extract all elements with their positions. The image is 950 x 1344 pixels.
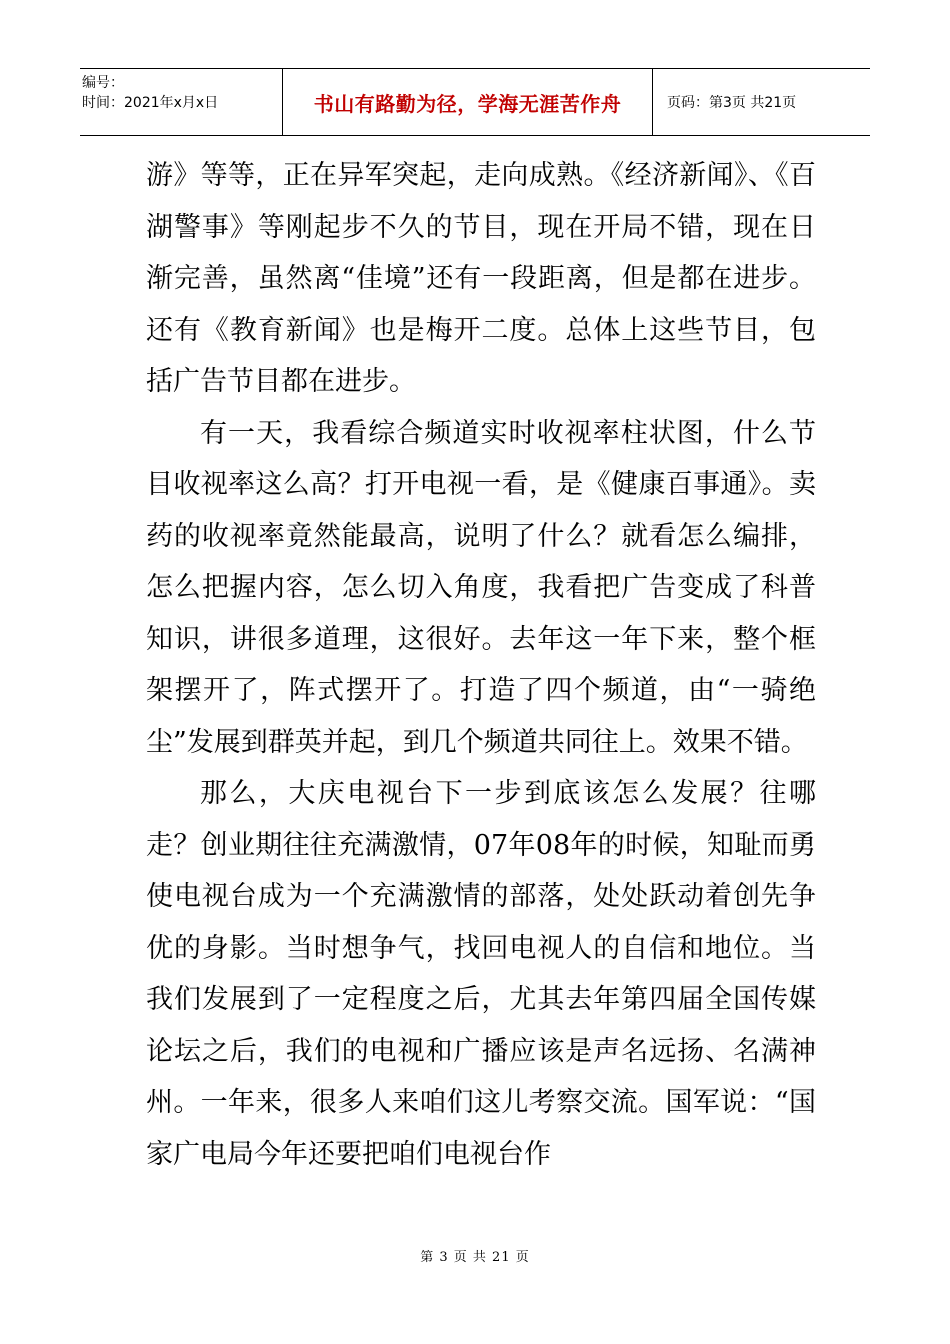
header-motto: 书山有路勤为径，学海无涯苦作舟 <box>283 69 653 135</box>
page-footer: 第 3 页 共 21 页 <box>420 1250 530 1265</box>
header-meta <box>80 69 283 135</box>
header-page-info: 页码：第3页 共21页 <box>667 95 797 111</box>
document-body <box>146 150 816 1180</box>
body-paragraph: 有一天，我看综合频道实时收视率柱状图，什么节目收视率这么高？打开电视一看，是《健康百事通》。卖药的收视率竟然能最高，说明了什么？就看怎么编排，怎么把握内容，怎么切入角度，我看把广告变成了科普知识，讲很多道理，这很好。去年这一年下来，整个框架摆开了，阵式摆开了。打造了四个频道，由“一骑绝尘”发展到群英并起，到几个频道共同往上。效果不错。 <box>146 417 816 758</box>
document-number-label: 编号： <box>82 75 124 91</box>
body-paragraph: 那么，大庆电视台下一步到底该怎么发展？往哪走？创业期往往充满激情，07年08年的时候，知耻而勇使电视台成为一个充满激情的部落，处处跃动着创先争优的身影。当时想争气，找回电视人的自信和地位。当我们发展到了一定程度之后，尤其去年第四届全国传媒论坛之后，我们的电视和广播应该是声名远扬、名满神州。一年来，很多人来咱们这儿考察交流。国军说：“国家广电局今年还要把咱们电视台作 <box>146 778 816 1170</box>
document-time-label: 时间：2021年x月x日 <box>82 95 219 111</box>
body-paragraph: 游》等等，正在异军突起，走向成熟。《经济新闻》、《百湖警事》等刚起步不久的节目，现在开局不错，现在日渐完善，虽然离“佳境”还有一段距离，但是都在进步。还有《教育新闻》也是梅开二度。总体上这些节目，包括广告节目都在进步。 <box>146 160 816 397</box>
page-header <box>80 68 870 136</box>
